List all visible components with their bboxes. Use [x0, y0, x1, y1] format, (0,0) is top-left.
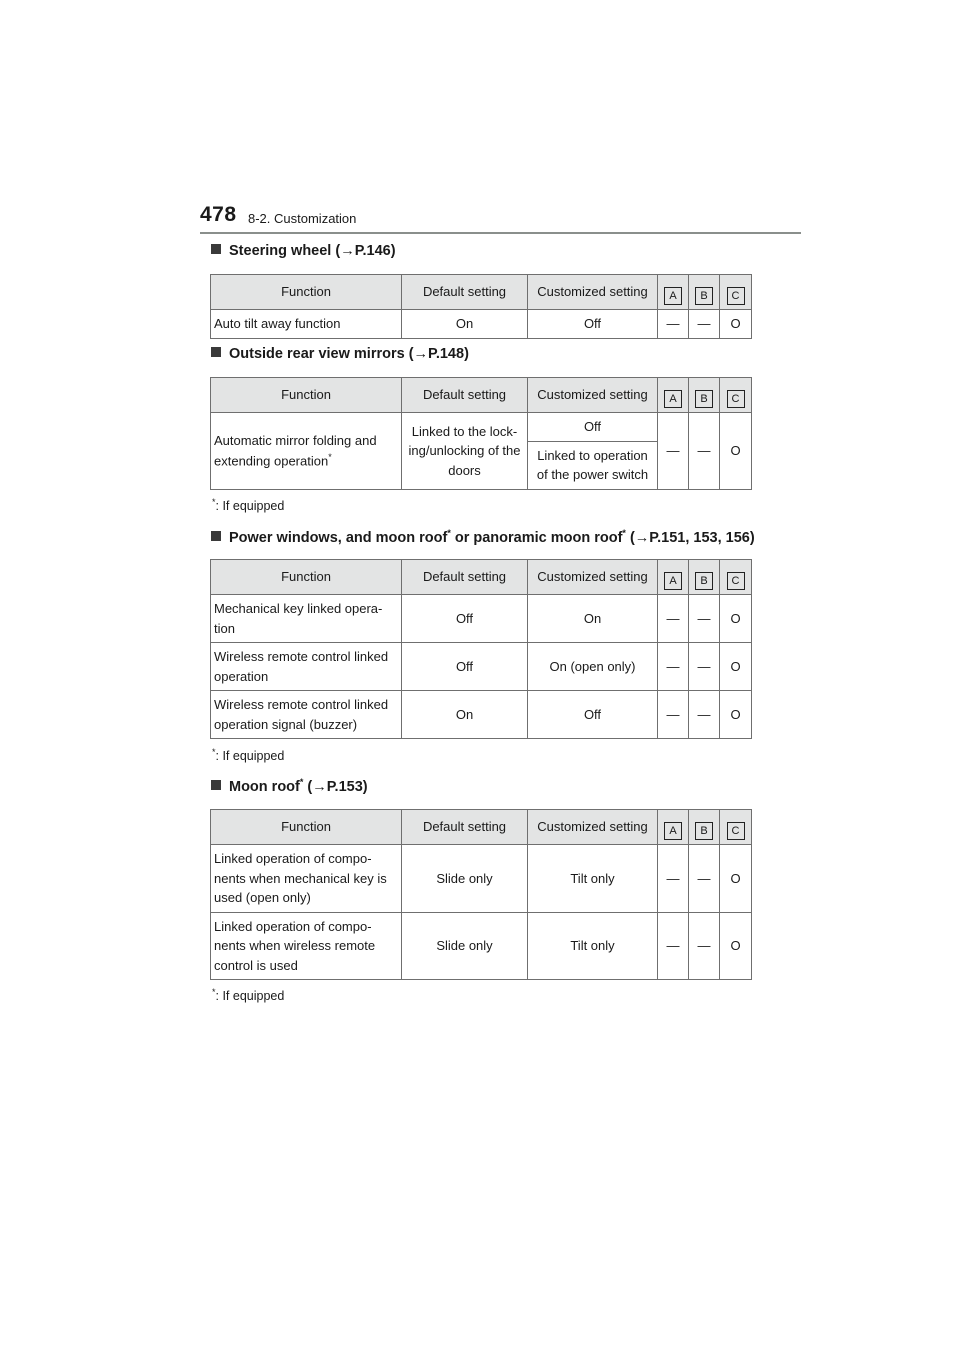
bullet-square-icon — [211, 780, 221, 790]
badge-a: A — [664, 390, 682, 408]
col-b — [689, 275, 720, 310]
col-function: Function — [211, 560, 402, 595]
cell-a: — — [658, 643, 689, 691]
cell-default: Linked to the lock-ing/unlocking of the doors — [402, 413, 528, 490]
cell-a: — — [658, 413, 689, 490]
cell-customized: Linked to operation of the power switch — [528, 441, 658, 489]
cell-function: Automatic mirror folding and extending operation* — [211, 413, 402, 490]
cell-default: Slide only — [402, 845, 528, 913]
footnote: *: If equipped — [212, 497, 285, 514]
cell-a: — — [658, 310, 689, 339]
cell-function: Linked operation of compo-nents when mechanical key is used (open only) — [211, 845, 402, 913]
badge-b: B — [695, 822, 713, 840]
cell-c: O — [720, 691, 752, 739]
section-title-moonroof: Moon roof* (→P.153) — [211, 777, 368, 795]
table-row — [211, 595, 752, 643]
cell-a: — — [658, 912, 689, 980]
cell-default: Off — [402, 643, 528, 691]
col-c — [720, 378, 752, 413]
col-b — [689, 378, 720, 413]
cell-customized: Tilt only — [528, 912, 658, 980]
col-customized: Customized setting — [528, 378, 658, 413]
chapter-title: 8-2. Customization — [248, 211, 357, 226]
cell-customized: Off — [528, 691, 658, 739]
table-windows — [210, 559, 752, 739]
col-default: Default setting — [402, 560, 528, 595]
cell-default: On — [402, 691, 528, 739]
table-row — [211, 413, 752, 442]
cell-b: — — [689, 912, 720, 980]
cell-customized: On — [528, 595, 658, 643]
table-row — [211, 310, 752, 339]
bullet-square-icon — [211, 531, 221, 541]
footnote: *: If equipped — [212, 987, 285, 1004]
badge-b: B — [695, 390, 713, 408]
col-function: Function — [211, 275, 402, 310]
col-a — [658, 560, 689, 595]
col-function: Function — [211, 810, 402, 845]
table-steering — [210, 274, 752, 339]
cell-c: O — [720, 310, 752, 339]
section-title-steering: Steering wheel (→P.146) — [211, 243, 396, 259]
cell-b: — — [689, 595, 720, 643]
cell-default: On — [402, 310, 528, 339]
cell-customized: Tilt only — [528, 845, 658, 913]
badge-b: B — [695, 287, 713, 305]
cell-default: Off — [402, 595, 528, 643]
footnote: *: If equipped — [212, 747, 285, 764]
cell-a: — — [658, 595, 689, 643]
badge-a: A — [664, 287, 682, 305]
col-customized: Customized setting — [528, 810, 658, 845]
cell-b: — — [689, 643, 720, 691]
cell-function: Wireless remote control linked operation — [211, 643, 402, 691]
cell-a: — — [658, 845, 689, 913]
table-row — [211, 912, 752, 980]
col-default: Default setting — [402, 378, 528, 413]
cell-customized: Off — [528, 310, 658, 339]
col-b — [689, 560, 720, 595]
col-customized: Customized setting — [528, 560, 658, 595]
cell-b: — — [689, 310, 720, 339]
table-row — [211, 845, 752, 913]
badge-c: C — [727, 390, 745, 408]
cell-b: — — [689, 691, 720, 739]
col-c — [720, 810, 752, 845]
cell-function: Mechanical key linked opera-tion — [211, 595, 402, 643]
bullet-square-icon — [211, 347, 221, 357]
cell-c: O — [720, 413, 752, 490]
section-title-mirrors: Outside rear view mirrors (→P.148) — [211, 346, 469, 362]
col-default: Default setting — [402, 810, 528, 845]
col-a — [658, 810, 689, 845]
badge-c: C — [727, 572, 745, 590]
cell-c: O — [720, 595, 752, 643]
badge-a: A — [664, 822, 682, 840]
badge-c: C — [727, 822, 745, 840]
col-b — [689, 810, 720, 845]
cell-default: Slide only — [402, 912, 528, 980]
cell-a: — — [658, 691, 689, 739]
col-function: Function — [211, 378, 402, 413]
section-title-windows: Power windows, and moon roof* or panoramic moon roof* (→P.151, 153, 156) — [211, 528, 755, 546]
page-number: 478 — [200, 203, 237, 226]
col-c — [720, 275, 752, 310]
badge-b: B — [695, 572, 713, 590]
cell-c: O — [720, 643, 752, 691]
col-a — [658, 275, 689, 310]
cell-customized: On (open only) — [528, 643, 658, 691]
table-moonroof — [210, 809, 752, 980]
cell-function: Linked operation of compo-nents when wireless remote control is used — [211, 912, 402, 980]
badge-c: C — [727, 287, 745, 305]
table-row — [211, 691, 752, 739]
table-row — [211, 643, 752, 691]
col-default: Default setting — [402, 275, 528, 310]
cell-customized: Off — [528, 413, 658, 442]
col-a — [658, 378, 689, 413]
cell-b: — — [689, 845, 720, 913]
col-customized: Customized setting — [528, 275, 658, 310]
badge-a: A — [664, 572, 682, 590]
col-c — [720, 560, 752, 595]
cell-function: Auto tilt away function — [211, 310, 402, 339]
cell-c: O — [720, 912, 752, 980]
table-mirrors — [210, 377, 752, 490]
cell-function: Wireless remote control linked operation signal (buzzer) — [211, 691, 402, 739]
cell-c: O — [720, 845, 752, 913]
header-rule — [200, 232, 801, 234]
bullet-square-icon — [211, 244, 221, 254]
cell-b: — — [689, 413, 720, 490]
